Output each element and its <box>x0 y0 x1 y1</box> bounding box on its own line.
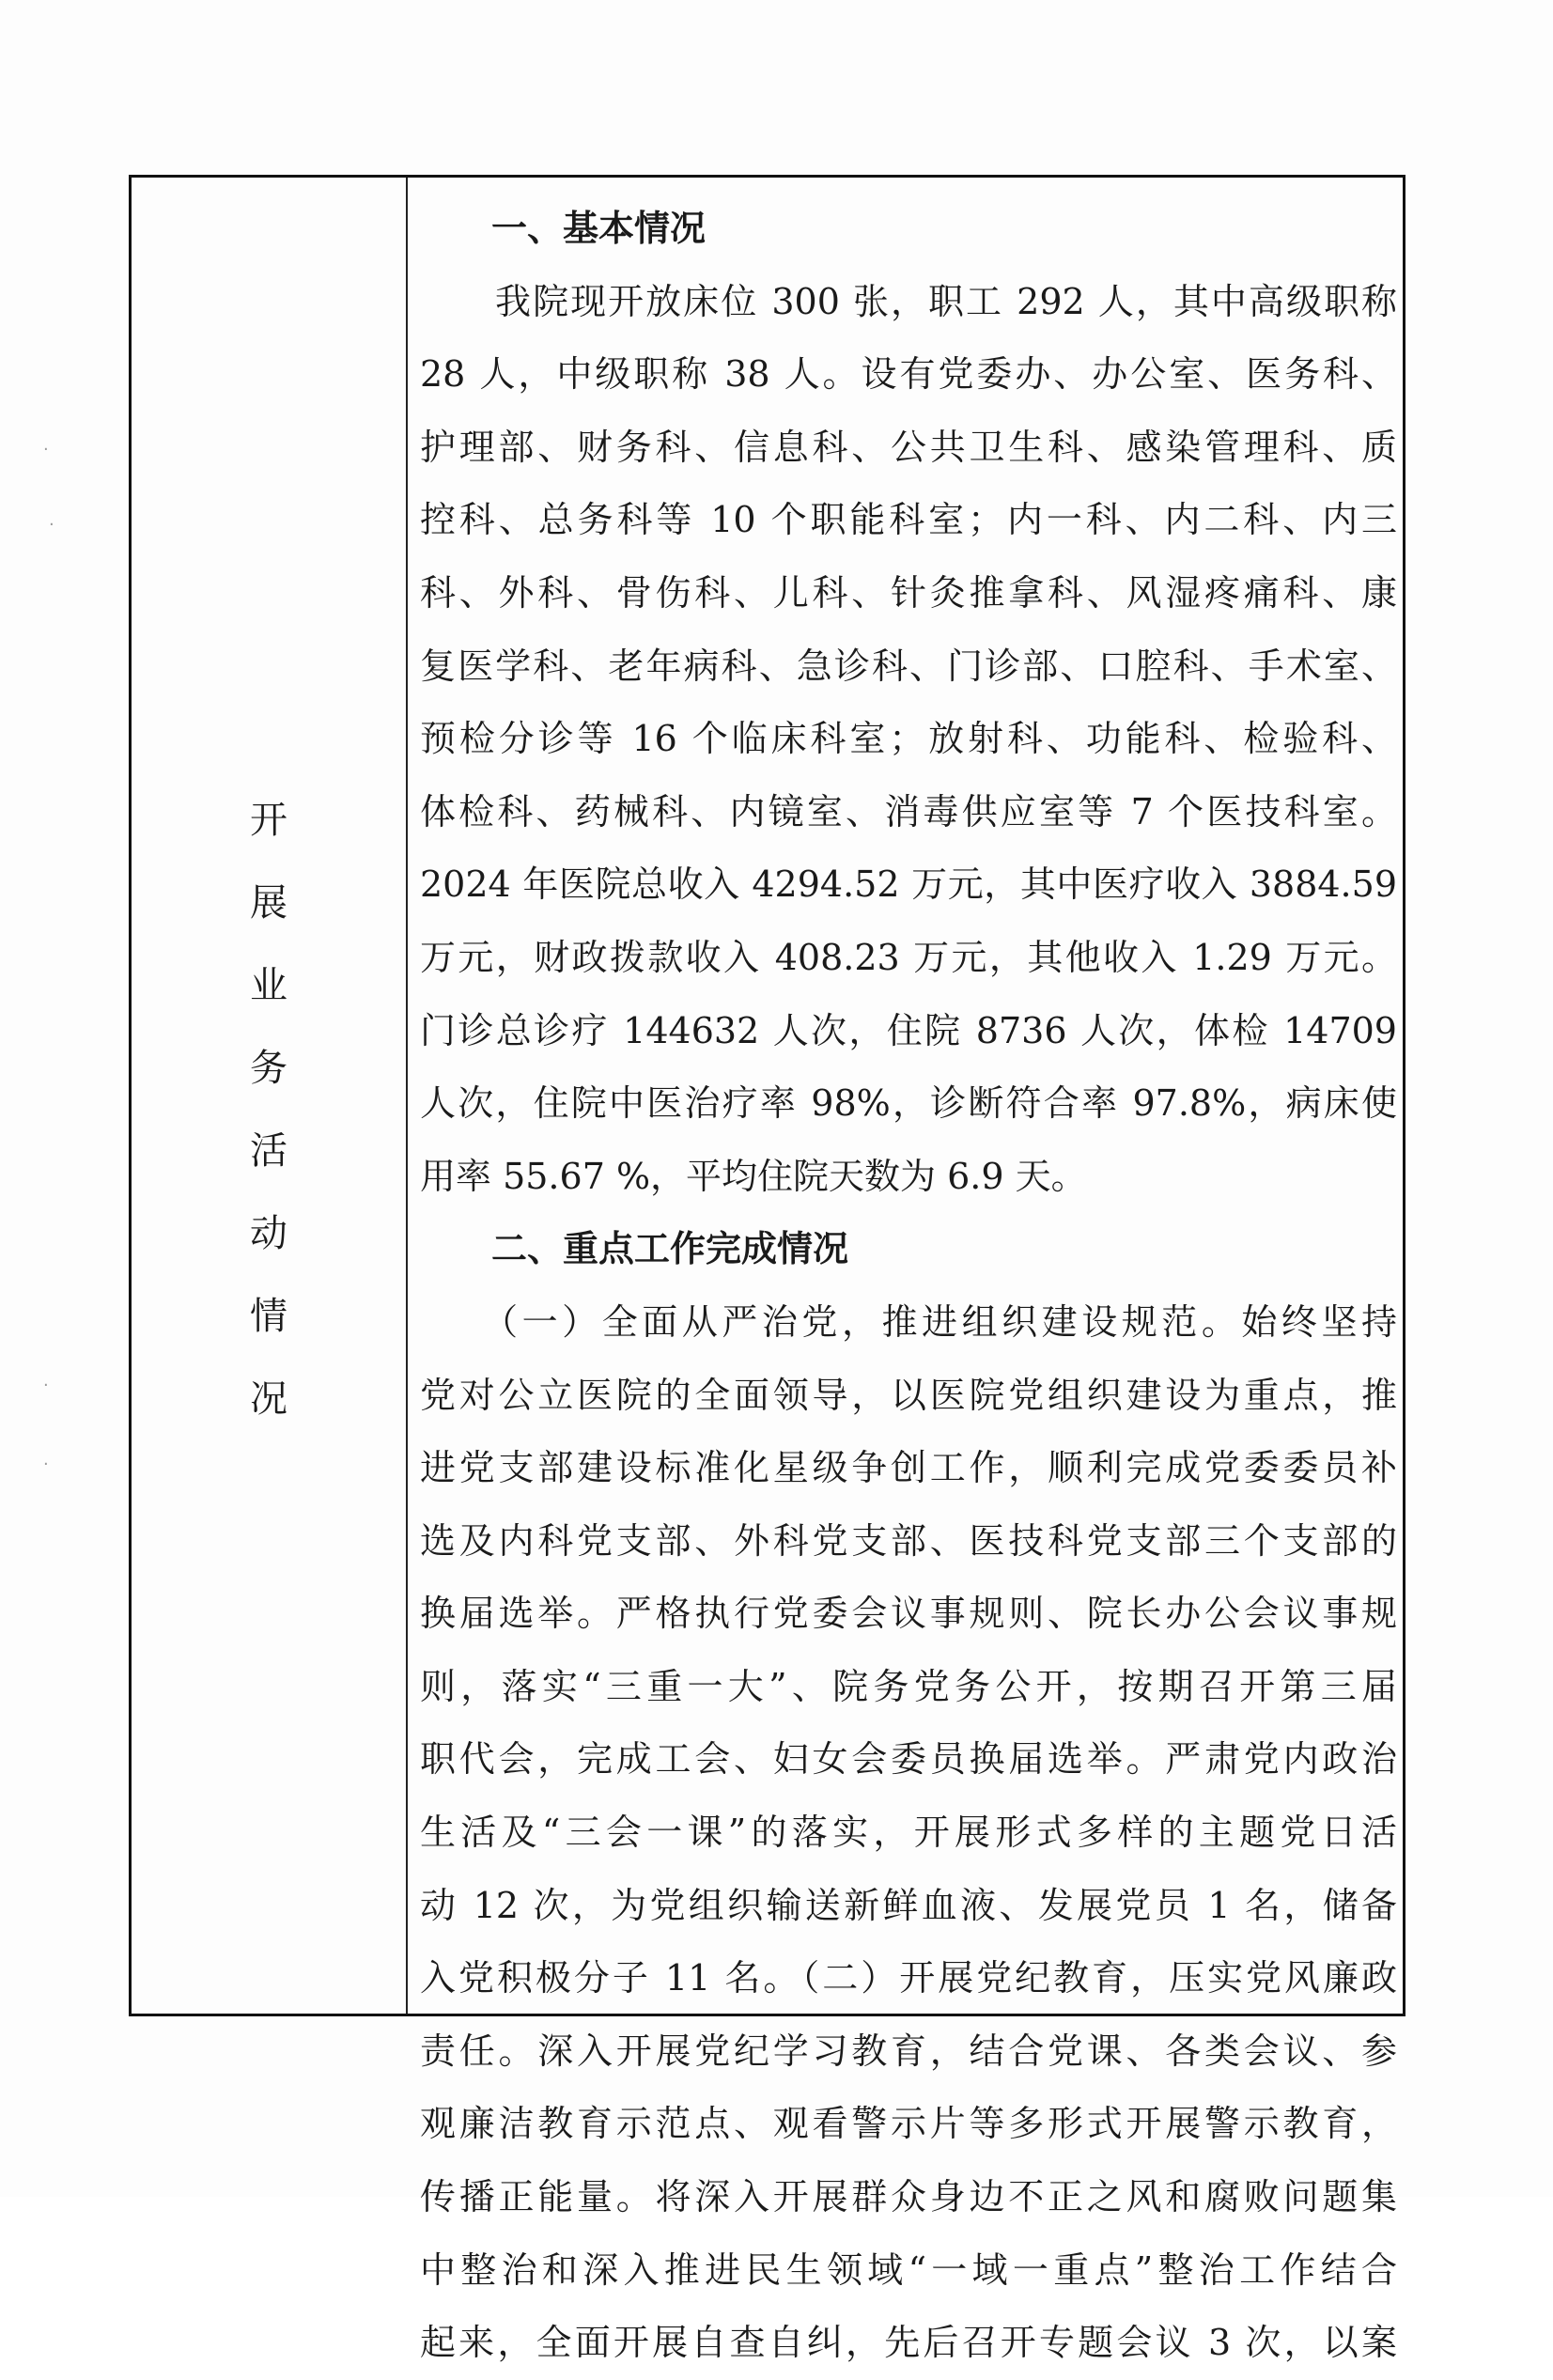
section-body-key-work <box>420 1286 1397 2380</box>
text-line: 则，落实“三重一大”、院务党务公开，按期召开第三届 <box>420 1665 1397 1707</box>
text-line: 中整治和深入推进民生领域“一域一重点”整治工作结合 <box>420 2248 1397 2291</box>
text-line: （一）全面从严治党，推进组织建设规范。始终坚持 <box>420 1300 1397 1343</box>
row-label-char: 况 <box>250 1377 287 1421</box>
section-heading-basic: 一、基本情况 <box>491 208 707 249</box>
text-line: 入党积极分子 11 名。（二）开展党纪教育，压实党风廉政 <box>420 1957 1397 1999</box>
scan-artifact-mark: · <box>43 1454 49 1474</box>
text-line: 体检科、药械科、内镜室、消毒供应室等 7 个医技科室。 <box>420 790 1397 832</box>
text-line: 2024 年医院总收入 4294.52 万元，其中医疗收入 3884.59 <box>420 863 1397 906</box>
text-line: 生活及“三会一课”的落实，开展形式多样的主题党日活 <box>420 1812 1397 1854</box>
text-line: 起来，全面开展自查自纠，先后召开专题会议 3 次，以案 <box>420 2322 1397 2364</box>
text-line: 动 12 次，为党组织输送新鲜血液、发展党员 1 名，储备 <box>420 1884 1397 1926</box>
text-line: 我院现开放床位 300 张，职工 292 人，其中高级职称 <box>420 280 1397 322</box>
text-line: 用率 55.67 %，平均住院天数为 6.9 天。 <box>420 1155 1087 1197</box>
row-label-char: 动 <box>250 1212 287 1255</box>
row-label-char: 务 <box>250 1047 287 1090</box>
text-line: 传播正能量。将深入开展群众身边不正之风和腐败问题集 <box>420 2176 1397 2218</box>
text-line: 职代会，完成工会、妇女会委员换届选举。严肃党内政治 <box>420 1738 1397 1781</box>
text-line: 28 人，中级职称 38 人。设有党委办、办公室、医务科、 <box>420 353 1397 396</box>
row-label-char: 展 <box>250 881 287 925</box>
text-line: 预检分诊等 16 个临床科室；放射科、功能科、检验科、 <box>420 718 1397 760</box>
row-label-char: 活 <box>250 1129 287 1173</box>
row-label-char: 业 <box>250 964 287 1007</box>
text-line: 控科、总务科等 10 个职能科室；内一科、内二科、内三 <box>420 499 1397 541</box>
scan-artifact-mark: · <box>43 440 49 459</box>
text-line: 进党支部建设标准化星级争创工作，顺利完成党委委员补 <box>420 1447 1397 1489</box>
text-line: 党对公立医院的全面领导，以医院党组织建设为重点，推 <box>420 1374 1397 1416</box>
section-body-basic <box>420 266 1397 1214</box>
text-line: 责任。深入开展党纪学习教育，结合党课、各类会议、参 <box>420 2030 1397 2072</box>
row-label-char: 情 <box>250 1295 287 1338</box>
text-line: 门诊总诊疗 144632 人次，住院 8736 人次，体检 14709 <box>420 1009 1397 1051</box>
text-line: 人次，住院中医治疗率 98%，诊断符合率 97.8%，病床使 <box>420 1082 1397 1125</box>
content-cell <box>420 193 1397 2380</box>
row-label-char: 开 <box>250 799 287 842</box>
section-heading-key-work: 二、重点工作完成情况 <box>491 1228 849 1270</box>
text-line: 万元，财政拨款收入 408.23 万元，其他收入 1.29 万元。 <box>420 936 1397 978</box>
text-line: 科、外科、骨伤科、儿科、针灸推拿科、风湿疼痛科、康 <box>420 571 1397 614</box>
text-line: 观廉洁教育示范点、观看警示片等多形式开展警示教育， <box>420 2103 1397 2145</box>
scan-artifact-mark: · <box>43 1376 49 1395</box>
scan-artifact-mark: · <box>49 515 54 535</box>
text-line: 换届选举。严格执行党委会议事规则、院长办公会议事规 <box>420 1593 1397 1635</box>
row-label-vertical <box>132 779 406 1440</box>
text-line: 复医学科、老年病科、急诊科、门诊部、口腔科、手术室、 <box>420 645 1397 687</box>
text-line: 护理部、财务科、信息科、公共卫生科、感染管理科、质 <box>420 426 1397 468</box>
column-divider <box>406 178 408 2014</box>
text-line: 选及内科党支部、外科党支部、医技科党支部三个支部的 <box>420 1519 1397 1562</box>
row-label-cell <box>132 178 406 2014</box>
report-table <box>129 175 1405 2364</box>
